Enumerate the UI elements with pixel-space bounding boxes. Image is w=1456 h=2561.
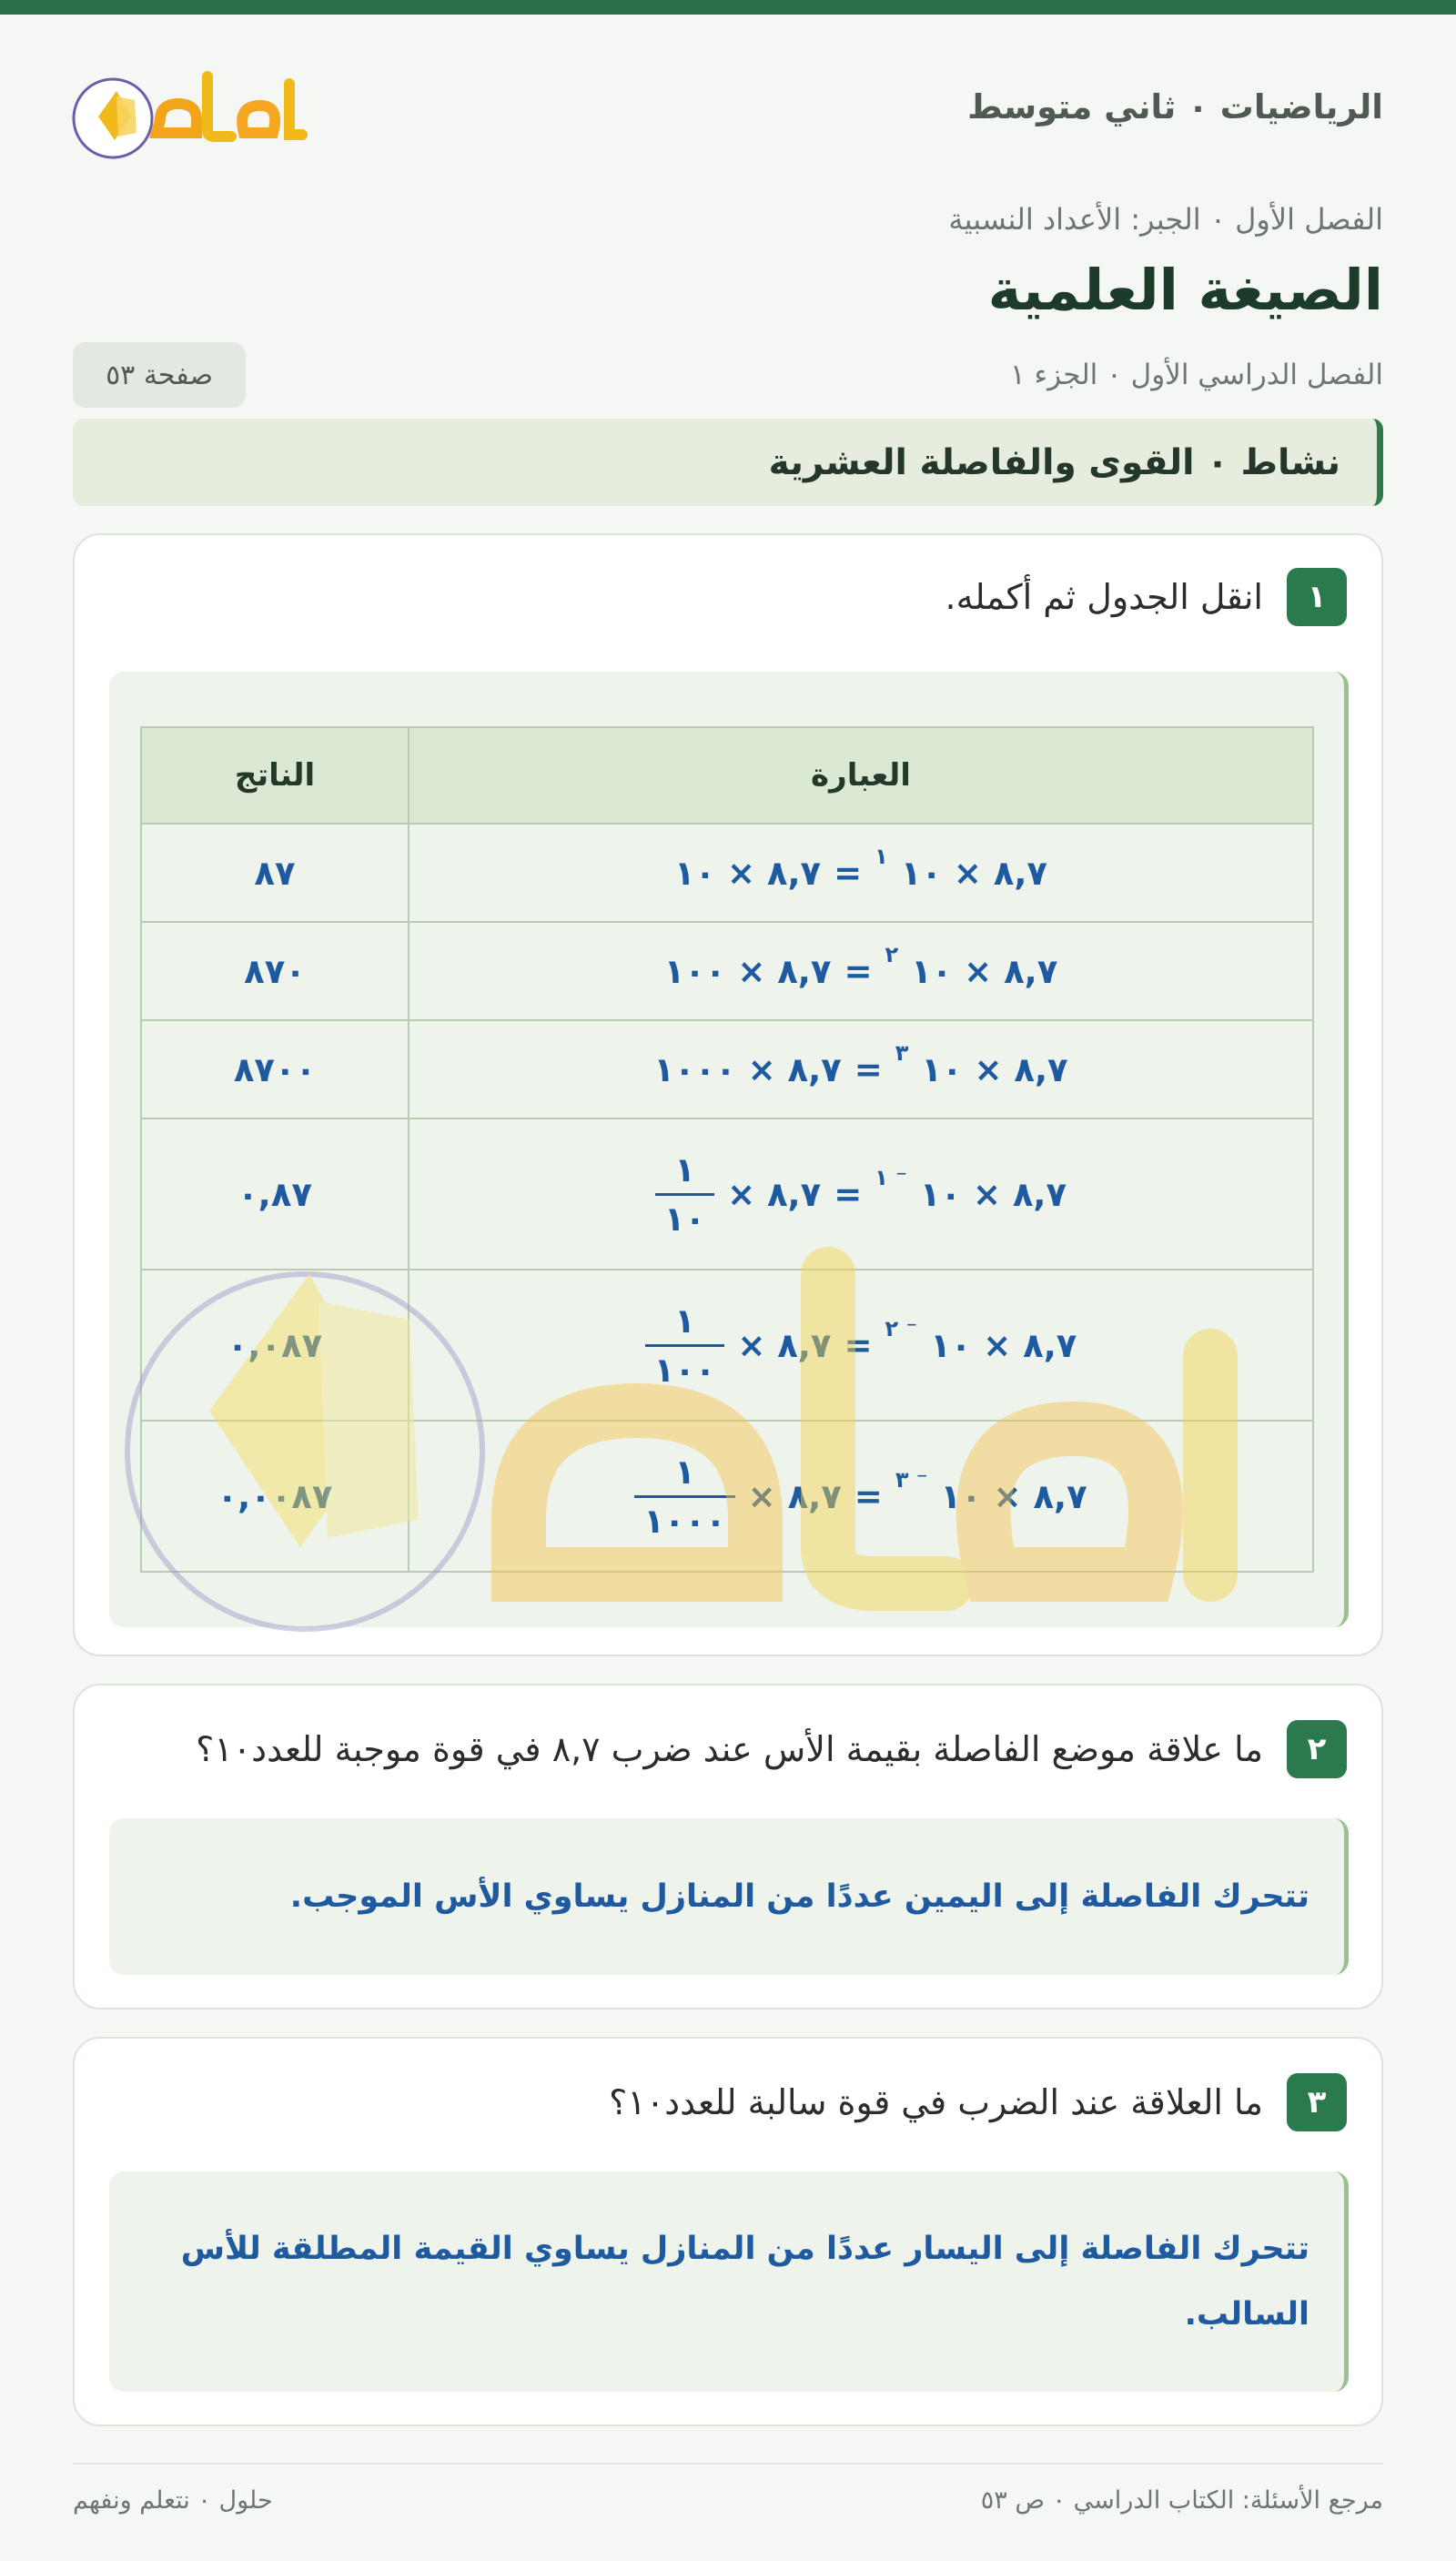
expression-lhs: ٨,٧ × [727,1174,822,1214]
equals-sign: = [834,1174,863,1214]
expression-base: ٨,٧ × ١٠ [921,1049,1068,1089]
activity-banner [73,419,1383,506]
equals-sign: = [854,1476,883,1516]
expression-lhs: ٨,٧ × [747,1476,842,1516]
table-row [141,1270,1313,1421]
expression-cell [409,824,1313,922]
equals-sign: = [854,1049,883,1089]
unit-label: الفصل الأول ٠ الجبر: الأعداد النسبية [948,202,1383,237]
table-panel [109,672,1349,1627]
expression-cell [409,1020,1313,1119]
answer-box [109,2171,1349,2392]
fraction-denominator: ١٠ [655,1193,714,1239]
answer-text: تتحرك الفاصلة إلى اليمين عددًا من المنازل يساوي الأس الموجب. [289,1878,1309,1915]
powers-table [140,726,1314,1573]
fraction-numerator: ١ [674,1452,695,1492]
expression-cell [409,1270,1313,1421]
answer-box [109,1818,1349,1975]
result-cell: ٠,٨٧ [141,1119,409,1270]
question-header-1 [945,568,1347,626]
table-row [141,824,1313,922]
expression-cell [409,922,1313,1020]
question-card-2 [73,1684,1383,2009]
question-header-3 [609,2073,1347,2131]
result-cell: ٠,٠٠٨٧ [141,1421,409,1572]
header-expression: العبارة [409,727,1313,824]
subject-label: الرياضيات ٠ ثاني متوسط [967,87,1383,127]
expression-base: ٨,٧ × ١٠ [930,1325,1077,1365]
footer-reference: مرجع الأسئلة: الكتاب الدراسي ٠ ص ٥٣ [980,2486,1383,2515]
fraction [634,1453,734,1541]
result-cell: ٨٧ [141,824,409,922]
fraction-denominator: ١٠٠ [645,1344,725,1390]
table-row [141,922,1313,1020]
result-cell: ٨٧٠ [141,922,409,1020]
answer-text: تتحرك الفاصلة إلى اليسار عددًا من المنازل يساوي القيمة المطلقة للأس السالب. [180,2231,1309,2333]
expression-rhs: ٨,٧ × ١٠ [673,853,822,893]
footer-tagline: حلول ٠ نتعلم ونفهم [73,2486,273,2515]
exponent: ⁻ ٣ [895,1467,928,1493]
fraction-denominator: ١٠٠٠ [634,1495,734,1541]
question-text: انقل الجدول ثم أكمله. [945,577,1263,617]
expression-base: ٨,٧ × ١٠ [900,853,1047,893]
question-number-badge: ٣ [1287,2073,1347,2131]
activity-title: نشاط ٠ القوى والفاصلة العشرية [768,441,1340,483]
expression-cell [409,1119,1313,1270]
exponent: ١ [875,844,888,869]
expression-rhs: ٨,٧ × ١٠٠٠ [653,1049,842,1089]
equals-sign: = [844,951,873,991]
equals-sign: = [834,853,863,893]
question-text: ما علاقة موضع الفاصلة بقيمة الأس عند ضرب ٨,٧ في قوة موجبة للعدد١٠؟ [196,1729,1263,1769]
expression-rhs: ٨,٧ × ١٠٠ [663,951,832,991]
result-cell: ٠,٠٨٧ [141,1270,409,1421]
question-text: ما العلاقة عند الضرب في قوة سالبة للعدد١٠؟ [609,2082,1263,2122]
result-cell: ٨٧٠٠ [141,1020,409,1119]
top-accent-bar [0,0,1456,15]
fraction [645,1301,725,1390]
fraction [655,1150,714,1239]
exponent: ٣ [895,1040,909,1066]
question-card-3 [73,2037,1383,2426]
expression-base: ٨,٧ × ١٠ [919,1174,1067,1214]
expression-lhs: ٨,٧ × [737,1325,832,1365]
page-number-badge: صفحة ٥٣ [73,342,246,408]
exponent: ٢ [885,942,899,967]
table-header-row [141,727,1313,824]
expression-base: ٨,٧ × ١٠ [940,1476,1087,1516]
question-number-badge: ٢ [1287,1720,1347,1778]
footer-divider [73,2463,1383,2465]
question-card-1 [73,533,1383,1656]
fraction-numerator: ١ [674,1301,695,1341]
equals-sign: = [844,1325,873,1365]
table-row [141,1119,1313,1270]
brand-logo [71,56,326,166]
expression-base: ٨,٧ × ١٠ [911,951,1058,991]
page-title: الصيغة العلمية [987,257,1383,323]
semester-label: الفصل الدراسي الأول ٠ الجزء ١ [1010,359,1383,391]
table-row [141,1020,1313,1119]
question-number-badge: ١ [1287,568,1347,626]
table-row [141,1421,1313,1572]
exponent: ⁻ ٢ [885,1316,918,1341]
expression-cell [409,1421,1313,1572]
fraction-numerator: ١ [674,1149,695,1189]
exponent: ⁻ ١ [875,1165,907,1190]
question-header-2 [196,1720,1347,1778]
header-result: الناتج [141,727,409,824]
